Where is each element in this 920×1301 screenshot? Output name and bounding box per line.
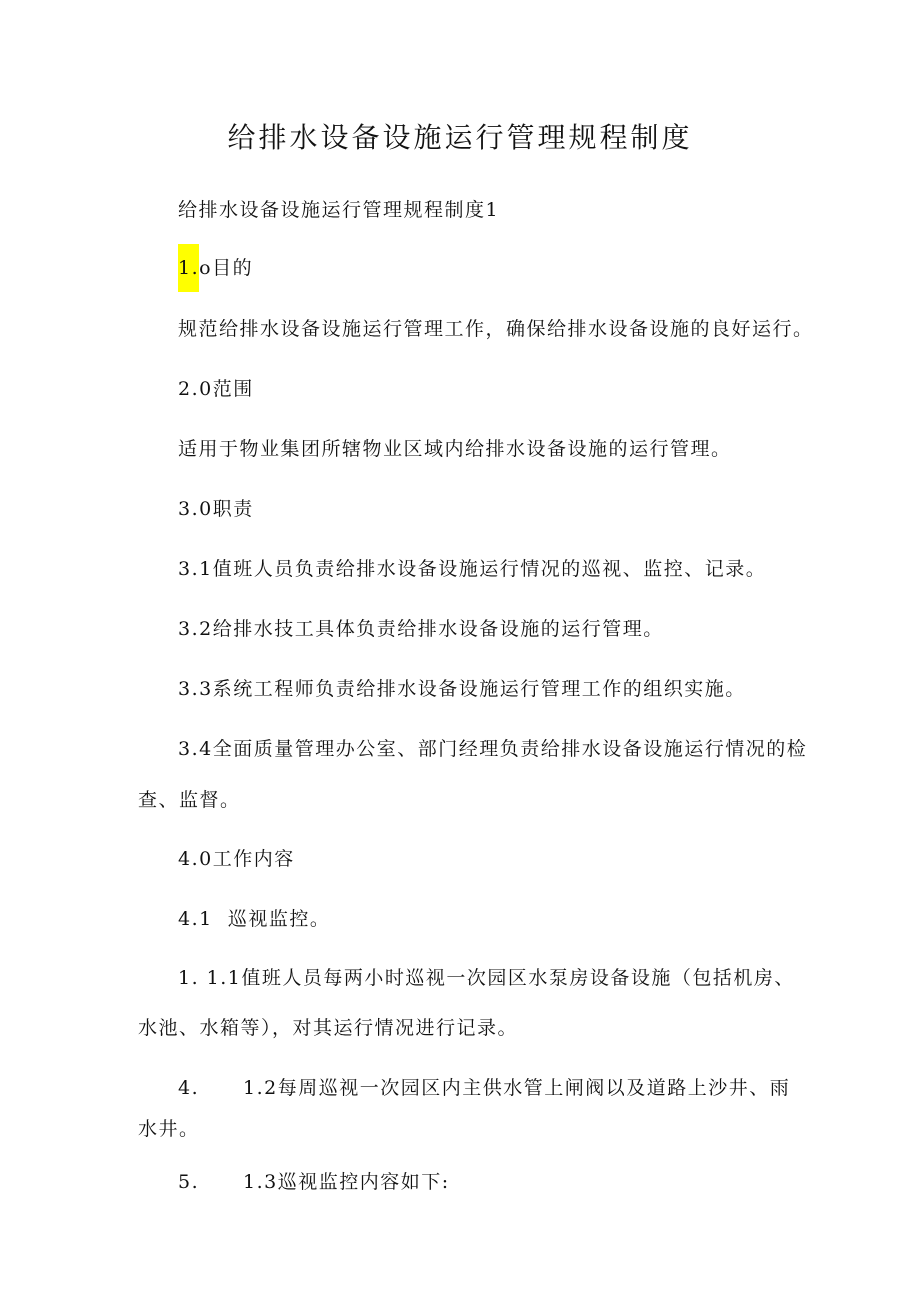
section-4-1-2-line-1: 1.2每周巡视一次园区内主供水管上闸阀以及道路上沙井、雨 (243, 1077, 791, 1099)
section-4-1-1-line-1: 1. 1.1值班人员每两小时巡视一次园区水泵房设备设施（包括机房、 (178, 967, 795, 989)
section-4-1 (178, 905, 330, 933)
section-4-1-title: 巡视监控。 (227, 908, 331, 930)
section-3-1: 3.1值班人员负责给排水设备设施运行情况的巡视、监控、记录。 (178, 558, 767, 580)
section-3-4-line-2: 查、监督。 (138, 789, 241, 811)
section-4-heading: 4.0工作内容 (178, 848, 295, 870)
section-3-3: 3.3系统工程师负责给排水设备设施运行管理工作的组织实施。 (178, 678, 746, 700)
document-title: 给排水设备设施运行管理规程制度 (227, 121, 693, 154)
section-4-1-2-line-2: 水井。 (138, 1118, 200, 1140)
section-1-number-highlight: 1. (178, 244, 199, 292)
section-1-heading (178, 254, 253, 282)
section-1-body: 规范给排水设备设施运行管理工作，确保给排水设备设施的良好运行。 (178, 318, 814, 340)
section-3-heading: 3.0职责 (178, 498, 254, 520)
document-subtitle: 给排水设备设施运行管理规程制度1 (178, 199, 500, 221)
section-4-1-3-text: 1.3巡视监控内容如下: (243, 1171, 450, 1193)
section-2-heading: 2.0范围 (178, 378, 254, 400)
section-3-4-line-1: 3.4全面质量管理办公室、部门经理负责给排水设备设施运行情况的检 (178, 738, 808, 760)
section-4-1-2-number: 4. (178, 1077, 200, 1099)
section-4-1-3-number: 5. (178, 1171, 200, 1193)
section-2-body: 适用于物业集团所辖物业区域内给排水设备设施的运行管理。 (178, 438, 732, 460)
section-4-1-number: 4.1 (178, 908, 213, 930)
section-1-title: o目的 (199, 257, 254, 279)
section-3-2: 3.2给排水技工具体负责给排水设备设施的运行管理。 (178, 618, 664, 640)
section-4-1-1-line-2: 水池、水箱等），对其运行情况进行记录。 (138, 1017, 519, 1039)
